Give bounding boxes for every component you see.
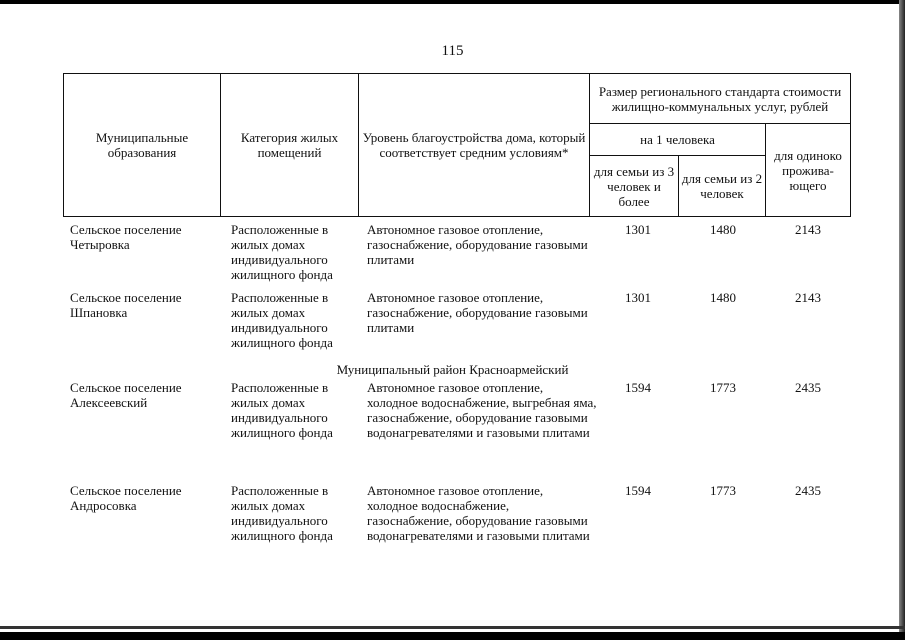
row-value-family2: 1480 xyxy=(710,290,736,305)
scan-bottom-line xyxy=(0,626,905,629)
scan-top-edge xyxy=(0,0,905,4)
scan-bottom-edge xyxy=(0,632,905,640)
row-level: Автономное газовое отопление, холодное водоснабжение, выгребная яма, газоснабжение, оборудование газовыми водонагревателями и газовыми плитами xyxy=(367,380,597,440)
section-heading: Муниципальный район Красноармейский xyxy=(336,362,569,377)
page-number: 115 xyxy=(441,43,464,59)
row-category: Расположенные в жилых домах индивидуального жилищного фонда xyxy=(231,290,333,350)
row-level: Автономное газовое отопление, газоснабжение, оборудование газовыми плитами xyxy=(367,290,588,335)
row-value-family2: 1773 xyxy=(710,380,736,395)
row-level: Автономное газовое отопление, холодное водоснабжение, газоснабжение, оборудование газовыми водонагревателями и газовыми плитами xyxy=(367,483,590,543)
row-category: Расположенные в жилых домах индивидуального жилищного фонда xyxy=(231,222,333,282)
row-level: Автономное газовое отопление, газоснабжение, оборудование газовыми плитами xyxy=(367,222,588,267)
header-single: для одиноко прожива-ющего xyxy=(766,124,851,217)
header-family3: для семьи из 3 человек и более xyxy=(590,156,679,217)
row-value-single: 2143 xyxy=(795,290,821,305)
header-category: Категория жилых помещений xyxy=(221,74,359,217)
row-value-family2: 1773 xyxy=(710,483,736,498)
row-municipality: Сельское поселение Шпановка xyxy=(70,290,182,320)
row-value-family3: 1594 xyxy=(625,483,651,498)
row-value-single: 2435 xyxy=(795,380,821,395)
row-value-family3: 1301 xyxy=(625,290,651,305)
row-category: Расположенные в жилых домах индивидуального жилищного фонда xyxy=(231,483,333,543)
row-value-family2: 1480 xyxy=(710,222,736,237)
row-value-family3: 1301 xyxy=(625,222,651,237)
row-municipality: Сельское поселение Андросовка xyxy=(70,483,182,513)
header-per-person: на 1 человека xyxy=(590,124,766,156)
scan-right-edge xyxy=(899,0,905,640)
row-value-single: 2435 xyxy=(795,483,821,498)
header-standard: Размер регионального стандарта стоимости жилищно-коммунальных услуг, рублей xyxy=(590,74,851,124)
header-family2: для семьи из 2 человек xyxy=(679,156,766,217)
row-municipality: Сельское поселение Четыровка xyxy=(70,222,182,252)
table-header xyxy=(63,73,851,217)
row-category: Расположенные в жилых домах индивидуального жилищного фонда xyxy=(231,380,333,440)
header-municipality: Муниципальные образования xyxy=(64,74,221,217)
row-value-single: 2143 xyxy=(795,222,821,237)
row-value-family3: 1594 xyxy=(625,380,651,395)
header-level: Уровень благоустройства дома, который соответствует средним условиям* xyxy=(359,74,590,217)
row-municipality: Сельское поселение Алексеевский xyxy=(70,380,182,410)
